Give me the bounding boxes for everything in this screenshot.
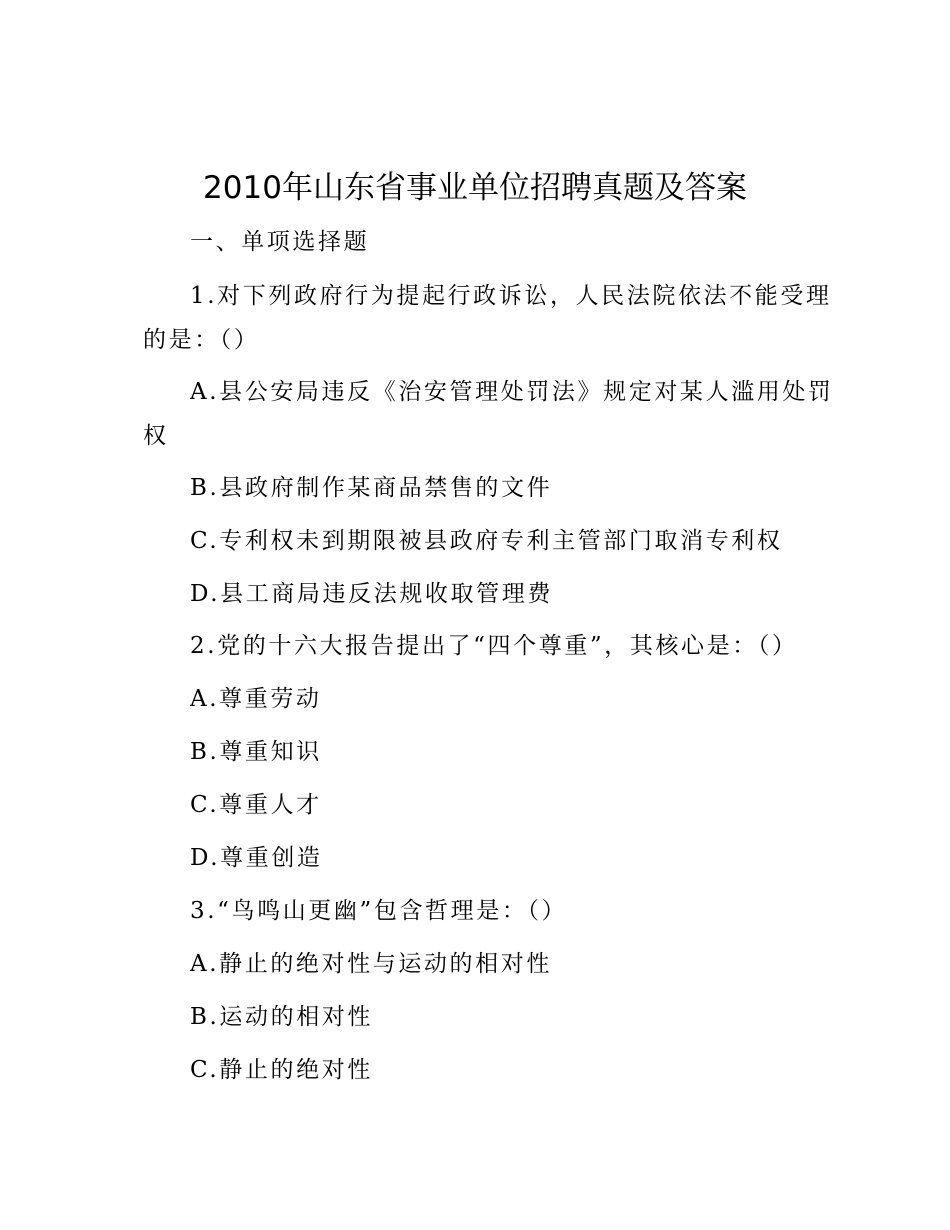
question-3-stem: 3.“鸟鸣山更幽”包含哲理是：（） (190, 898, 568, 924)
question-3-option-a: A.静止的绝对性与运动的相对性 (190, 951, 552, 977)
question-1-stem-continued: 的是：（） (143, 327, 260, 353)
question-1-option-b: B.县政府制作某商品禁售的文件 (190, 475, 553, 501)
section-heading: 一、单项选择题 (190, 229, 370, 255)
question-2-option-a: A.尊重劳动 (190, 686, 322, 712)
question-1-option-a: A.县公安局违反《治安管理处罚法》规定对某人滥用处罚 (190, 379, 834, 405)
question-3-option-b: B.运动的相对性 (190, 1004, 374, 1030)
question-2-stem: 2.党的十六大报告提出了“四个尊重”，其核心是：（） (190, 633, 798, 659)
question-1-option-a-continued: 权 (143, 423, 169, 449)
question-2-option-c: C.尊重人才 (190, 792, 322, 818)
question-2-option-b: B.尊重知识 (190, 739, 322, 765)
document-title: 2010年山东省事业单位招聘真题及答案 (203, 170, 747, 206)
question-2-option-d: D.尊重创造 (190, 845, 323, 871)
question-1-option-c: C.专利权未到期限被县政府专利主管部门取消专利权 (190, 528, 783, 554)
question-3-option-c: C.静止的绝对性 (190, 1057, 373, 1083)
question-1-stem: 1.对下列政府行为提起行政诉讼，人民法院依法不能受理 (190, 283, 832, 309)
question-1-option-d: D.县工商局违反法规收取管理费 (190, 581, 553, 607)
